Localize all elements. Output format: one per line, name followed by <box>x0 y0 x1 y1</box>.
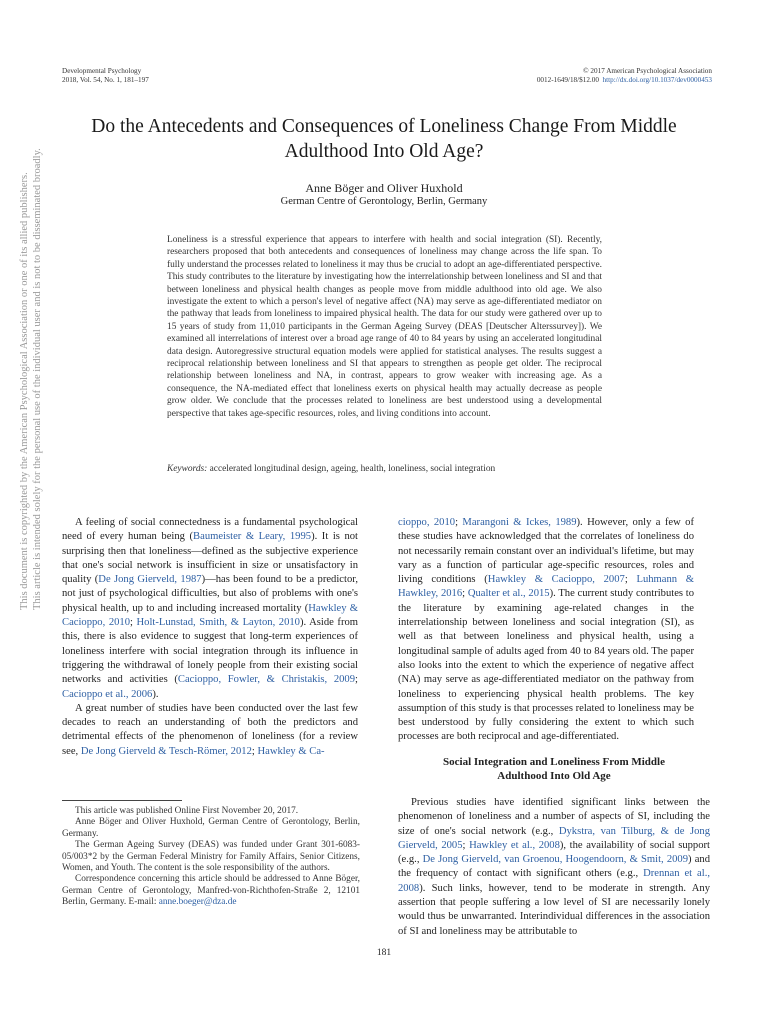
right-column-section <box>398 796 710 939</box>
right-column <box>398 516 694 745</box>
citation-link[interactable]: Baumeister & Leary, 1995 <box>193 531 312 543</box>
section-heading <box>398 755 710 783</box>
footnote-published: This article was published Online First November 20, 2017. <box>75 806 299 816</box>
keywords <box>167 463 607 475</box>
footnote-correspondence <box>62 874 360 908</box>
journal-issue: 2018, Vol. 54, No. 1, 181–197 <box>62 76 149 84</box>
text-run: A feeling of social connectedness is a fundamental psychological need of every human being ( <box>62 517 358 543</box>
citation-link[interactable]: Hawkley & Cacioppo, 2007 <box>487 574 625 586</box>
citation-link[interactable]: Dykstra, van Tilburg, & de Jong Gierveld, 2005 <box>398 825 710 851</box>
journal-header <box>62 67 149 85</box>
footnote-funding: The German Ageing Survey (DEAS) was funded under Grant 301-6083-05/003*2 by the German Federal Ministry for Family Affairs, Senior Citizens, Women, and Youth. The content is the sole responsibility of the authors. <box>62 840 360 874</box>
authors: Anne Böger and Oliver Huxhold <box>305 181 463 195</box>
abstract <box>167 234 602 420</box>
copyright-header <box>537 67 712 85</box>
text-run: ), the availability of social support (e.g., <box>398 839 710 866</box>
text-run: ). Such links, however, tend to be moderate in strength. Any assertion that people suffering a low level of SI are necessarily lonely would thus be unwarranted. Interindividual differences in the association of SI and loneliness may be attributable to <box>398 882 710 937</box>
body-paragraph-3 <box>398 516 694 745</box>
citation-link[interactable]: De Jong Gierveld, 1987 <box>98 574 202 586</box>
title-line-1: Do the Antecedents and Consequences of Loneliness Change From Middle <box>91 116 677 137</box>
text-run: ; <box>462 588 468 600</box>
citation-link[interactable]: Holt-Lunstad, Smith, & Layton, 2010 <box>136 617 300 629</box>
text-run: ) and the frequency of contact with significant others (e.g., <box>398 854 710 880</box>
citation-link[interactable]: Hawkley et al., 2008 <box>469 839 560 851</box>
journal-name: Developmental Psychology <box>62 67 142 75</box>
citation-link[interactable]: Hawkley & Cacioppo, 2010 <box>62 602 359 629</box>
text-run: ; <box>251 745 258 757</box>
citation-link[interactable]: Cacioppo, Fowler, & Christakis, 2009 <box>177 674 356 686</box>
footnote-divider <box>62 800 182 801</box>
text-run: ). Aside from this, there is also evidence to suggest that long-term experiences of loneliness interfere with social integration through its influence in triggering the withdrawal of lonely people from their existing social networks and activities ( <box>62 617 359 686</box>
section-heading-line-1: Social Integration and Loneliness From Middle <box>443 756 665 768</box>
copyright-notice <box>18 148 44 610</box>
citation-link[interactable]: Qualter et al., 2015 <box>467 588 550 600</box>
copyright-notice-line1: This document is copyrighted by the American Psychological Association or one of its allied publishers. <box>19 172 30 610</box>
text-run: ; <box>355 674 358 686</box>
abstract-text: Loneliness is a stressful experience that appears to interfere with health and social integration (SI). Recently, researchers proposed that both antecedents and consequences of loneliness may change across the life span. To fully understand the processes related to loneliness it may thus be crucial to adopt an age-differentiated perspective. This study contributes to the literature by investigating how the interrelationship between loneliness and SI and that between loneliness and physical health changes as people move from middle adulthood into old age. We also investigate the extent to which a person's level of negative affect (NA) may serve as age-differentiated mediator on the pathway that leads from loneliness to impaired physical health. The data for our study were gathered over up to 15 years of study from 11,010 participants in the German Ageing Survey (DEAS [Deutscher Alterssurvey]). We examined all interrelations of interest over a broad age range of 40 to 84 years by using an accelerated longitudinal data design. Autoregressive structural equation models were applied for statistical analyses. The results suggest a reciprocal relationship between loneliness and SI that appears to strengthen as people get older. The reciprocal relationship between loneliness and NA, in contrast, appears to grow weaker with increasing age. As a consequence, the NA-mediated effect that loneliness exerts on physical health may actually decrease as people grow older. We conclude that the processes related to loneliness are best understood using a developmental perspective that takes age-specific resources, roles, and living conditions into account. <box>167 235 602 419</box>
footnote-affiliation: Anne Böger and Oliver Huxhold, German Centre of Gerontology, Berlin, Germany. <box>62 817 360 839</box>
footnotes <box>62 806 360 909</box>
keywords-label: Keywords: <box>167 464 208 474</box>
issn-doi-line <box>537 76 712 85</box>
body-paragraph-1 <box>62 516 358 702</box>
text-run: Previous studies have identified significant links between the phenomenon of loneliness and a number of aspects of SI, including the size of one's social network (e.g., <box>398 797 710 837</box>
issn: 0012-1649/18/$12.00 <box>536 76 599 84</box>
title-line-2: Adulthood Into Old Age? <box>284 141 484 162</box>
email-link[interactable]: anne.boeger@dza.de <box>158 897 237 908</box>
body-paragraph-2 <box>62 702 358 759</box>
text-run: ). It is not surprising then that loneliness—defined as the subjective experience that one's social network is insufficient in size or unsatisfactory in quality ( <box>62 531 358 586</box>
left-column <box>62 516 358 759</box>
section-heading-line-2: Adulthood Into Old Age <box>497 770 611 782</box>
text-run: ; <box>624 574 637 586</box>
text-run: )—has been found to be a predictor, not just of psychological difficulties, but also of problems with one's physical health, up to and including increased mortality ( <box>62 574 358 614</box>
citation-link[interactable]: Marangoni & Ickes, 1989 <box>462 517 577 528</box>
affiliation: German Centre of Gerontology, Berlin, Germany <box>280 196 488 207</box>
page-number: 181 <box>376 948 392 958</box>
text-run: A great number of studies have been conducted over the last few decades to reach an understanding of both the predictors and detrimental effects of the phenomenon of loneliness (for a review see, <box>62 702 358 757</box>
citation-link[interactable]: De Jong Gierveld, van Groenou, Hoogendoorn, & Smit, 2009 <box>422 854 689 866</box>
citation-link[interactable]: Cacioppo et al., 2006 <box>62 688 153 700</box>
doi-link[interactable]: http://dx.doi.org/10.1037/dev0000453 <box>602 76 712 84</box>
copyright-line: © 2017 American Psychological Association <box>583 67 712 75</box>
body-paragraph-4 <box>398 796 710 939</box>
text-run: ). However, only a few of these studies have acknowledged that the correlates of loneliness do not necessarily remain constant over an individual's lifetime, but may vary as a function of particular age-specific resources, roles and living conditions ( <box>398 517 694 586</box>
citation-link[interactable]: Luhmann & Hawkley, 2016 <box>398 574 695 600</box>
text-run: ; <box>455 517 463 528</box>
copyright-notice-line2: This article is intended solely for the personal use of the individual user and is not to be disseminated broadly. <box>32 148 43 610</box>
text-run: Correspondence concerning this article should be addressed to Anne Böger, German Centre of Gerontology, Manfred-von-Richthofen-Straße 2, 12101 Berlin, Germany. E-mail: <box>62 874 360 908</box>
text-run: ). The current study contributes to the literature by examining age-related changes in the interrelationship between loneliness and social integration (SI), as well as that between loneliness and physical health, using a longitudinal sample of adults aged from 40 to 84 years old. The paper also looks into the extent to which the experience of negative affect (NA) may serve as age-differentiated mediator on the pathway from loneliness to experiencing physical health problems. The key assumption of this study is that processes related to loneliness may be best understood by fully considering the extent to which such processes are both reciprocal and age-differentiated. <box>398 588 695 743</box>
citation-link[interactable]: cioppo, 2010 <box>398 517 456 528</box>
citation-link[interactable]: Hawkley & Ca- <box>257 745 325 757</box>
article-title <box>30 114 738 164</box>
text-run: ; <box>130 617 137 629</box>
citation-link[interactable]: Drennan et al., 2008 <box>398 868 711 894</box>
text-run: ). <box>152 688 159 700</box>
keywords-list: accelerated longitudinal design, ageing, health, loneliness, social integration <box>209 464 496 474</box>
citation-link[interactable]: De Jong Gierveld & Tesch-Römer, 2012 <box>80 745 252 757</box>
text-run: ; <box>462 839 470 851</box>
